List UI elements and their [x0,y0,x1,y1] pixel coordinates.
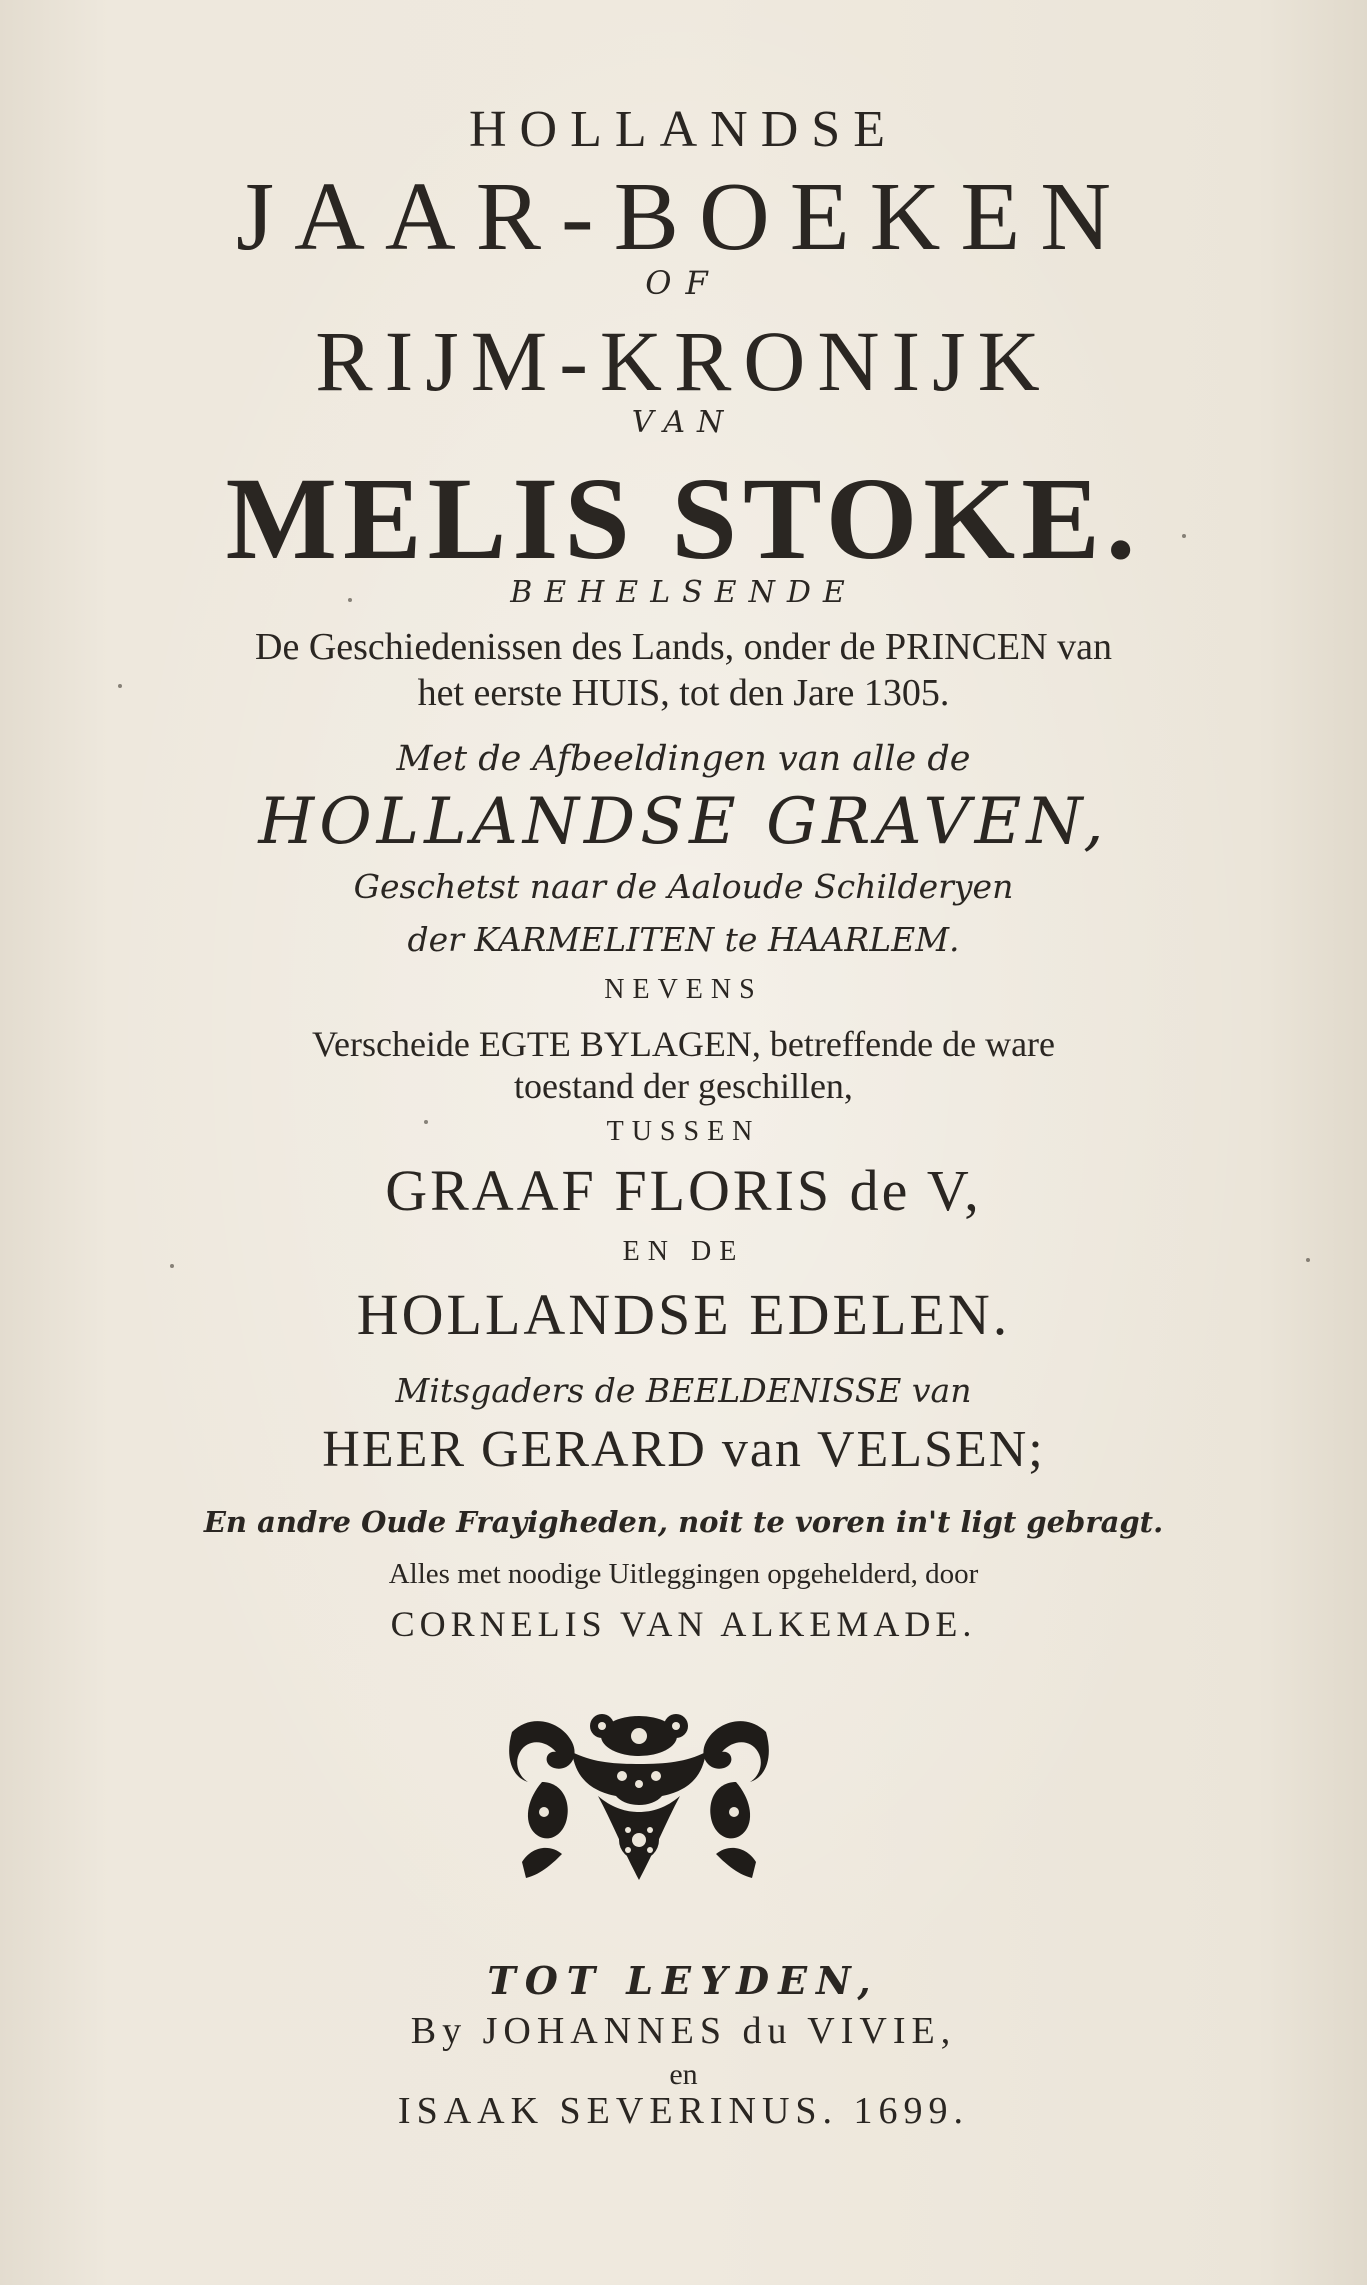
imprint-en: en [669,2058,698,2091]
oude-frayigheden-line: En andre Oude Frayigheden, noit te voren in't ligt gebragt. [203,1505,1164,1539]
ink-speck [348,598,352,602]
title-word-of: OF [645,264,722,302]
title-rijm-kronijk: RIJM-KRONIJK [315,313,1052,409]
imprint-isaak-severinus: ISAAK SEVERINUS. 1699. [397,2090,970,2132]
title-word-van: VAN [631,405,736,440]
heer-gerard-van-velsen: HEER GERARD van VELSEN; [322,1421,1045,1478]
afbeeldingen-line: Met de Afbeeldingen van alle de [396,739,971,779]
beeldenisse-line: Mitsgaders de BEELDENISSE van [395,1371,972,1410]
ink-speck [118,684,122,688]
karmeliten-line: der KARMELITEN te HAARLEM. [407,920,960,959]
bylagen-line-2: toestand der geschillen, [514,1066,853,1106]
title-jaar-boeken: JAAR-BOEKEN [235,163,1132,271]
author-melis-stoke: MELIS STOKE. [225,453,1142,584]
floral-basket-ornament-icon [502,1712,776,1888]
ink-speck [170,1264,174,1268]
geschetst-line: Geschetst naar de Aaloude Schilderyen [353,867,1014,906]
ink-speck [1182,534,1186,538]
editor-cornelis-van-alkemade: CORNELIS VAN ALKEMADE. [390,1604,977,1644]
bylagen-line-1: Verscheide EGTE BYLAGEN, betreffende de ware [311,1024,1056,1064]
title-word-hollandse: HOLLANDSE [469,101,898,158]
graaf-floris: GRAAF FLORIS de V, [385,1158,982,1223]
imprint-johannes-du-vivie: By JOHANNES du VIVIE, [410,2010,957,2052]
hollandse-graven: HOLLANDSE GRAVEN, [258,785,1109,859]
word-en-de: EN DE [622,1236,745,1267]
word-behelsende: BEHELSENDE [510,575,857,610]
description-line-2: het eerste HUIS, tot den Jare 1305. [417,672,950,714]
ink-speck [424,1120,428,1124]
word-nevens: NEVENS [604,974,763,1005]
ink-speck [1306,1258,1310,1262]
uitleggingen-line: Alles met noodige Uitleggingen opgehelderd, door [388,1558,979,1590]
imprint-tot-leyden: TOT LEYDEN, [487,1958,880,2003]
hollandse-edelen: HOLLANDSE EDELEN. [356,1282,1011,1347]
description-line-1: De Geschiedenissen des Lands, onder de PRINCEN van [255,626,1112,668]
word-tussen: TUSSEN [606,1116,761,1147]
